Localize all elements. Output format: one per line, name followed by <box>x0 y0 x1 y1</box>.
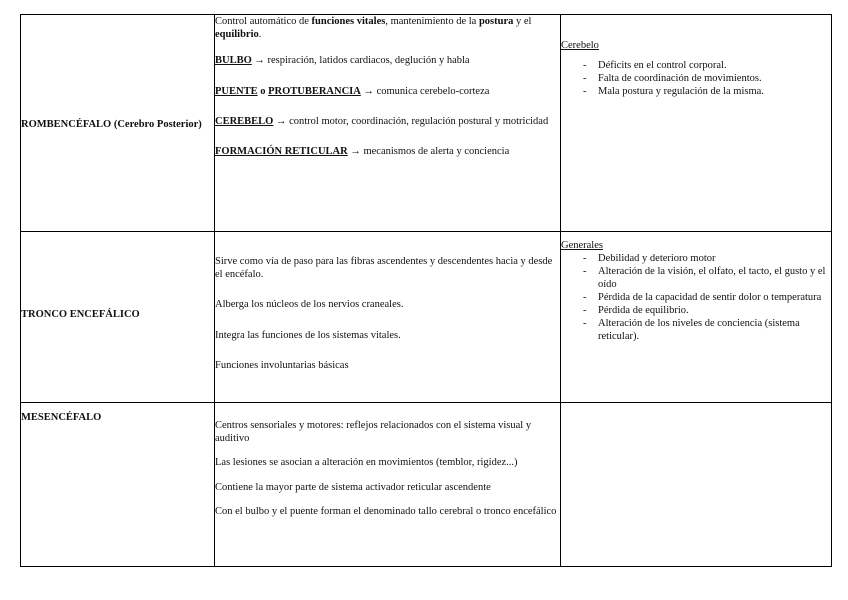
functions-paragraph: Funciones involuntarias básicas <box>215 359 349 371</box>
lesions-list <box>561 252 831 343</box>
term-description: → respiración, latidos cardiacos, deglución y habla <box>251 55 470 67</box>
functions-paragraph: Las lesiones se asocian a alteración en movimientos (temblor, rigidez...) <box>215 457 518 469</box>
list-item: - Mala postura y regulación de la misma. <box>561 85 831 98</box>
list-item: - Falta de coordinación de movimientos. <box>561 72 831 85</box>
list-item: - Pérdida de equilibrio. <box>561 304 831 317</box>
text-segment: . <box>258 29 262 41</box>
row-heading: TRONCO ENCEFÁLICO <box>21 309 140 320</box>
term-bulbo: BULBO <box>215 55 252 67</box>
row-heading: ROMBENCÉFALO (Cerebro Posterior) <box>21 119 202 130</box>
list-item: - Alteración de la visión, el olfato, el tacto, el gusto y el oído <box>561 265 831 291</box>
table-row-tronco <box>21 232 832 403</box>
text-segment: Control automático de <box>215 16 312 27</box>
term-description: → mecanismos de alerta y conciencia <box>347 146 510 158</box>
functions-paragraph: Alberga los núcleos de los nervios craneales. <box>215 299 404 311</box>
formacion-line <box>215 145 560 158</box>
row-heading-cell <box>21 403 215 567</box>
connector-word: o <box>257 85 269 97</box>
functions-paragraph: Con el bulbo y el puente forman el denominado tallo cerebral o tronco encefálico <box>215 505 557 517</box>
row-heading-cell <box>21 15 215 232</box>
lesions-list <box>561 59 831 98</box>
bold-term: postura <box>478 16 514 27</box>
functions-paragraph: Sirve como vía de paso para las fibras ascendentes y descendentes hacia y desde el encéfalo. <box>215 256 553 281</box>
functions-cell <box>215 232 561 403</box>
table-row-mesencefalo <box>21 403 832 567</box>
list-item: - Alteración de los niveles de conciencia (sistema reticular). <box>561 317 831 343</box>
lesions-cell <box>561 15 832 232</box>
row-heading: MESENCÉFALO <box>21 412 102 423</box>
list-item: - Pérdida de la capacidad de sentir dolor o temperatura <box>561 291 831 304</box>
bold-term: funciones vitales <box>311 16 386 27</box>
row-heading-cell <box>21 232 215 403</box>
lesions-title: Cerebelo <box>561 40 599 51</box>
lesions-cell-empty <box>561 403 832 567</box>
brain-regions-table <box>20 14 832 567</box>
list-item: - Déficits en el control corporal. <box>561 59 831 72</box>
term-puente: PUENTE <box>215 85 258 97</box>
bold-term: equilibrio <box>215 29 259 41</box>
functions-intro <box>215 15 560 41</box>
functions-paragraph: Contiene la mayor parte de sistema activador reticular ascendente <box>215 481 491 493</box>
cerebelo-line <box>215 115 560 128</box>
term-formacion-reticular: FORMACIÓN RETICULAR <box>215 146 348 158</box>
bulbo-line <box>215 54 560 67</box>
term-cerebelo: CEREBELO <box>215 115 274 127</box>
text-segment: y el <box>513 16 532 27</box>
functions-paragraph: Integra las funciones de los sistemas vitales. <box>215 329 401 341</box>
term-description: → control motor, coordinación, regulación postural y motricidad <box>273 115 549 127</box>
functions-cell <box>215 15 561 232</box>
functions-paragraph: Centros sensoriales y motores: reflejos relacionados con el sistema visual y auditivo <box>215 420 532 445</box>
term-protuberancia: PROTUBERANCIA <box>268 85 361 97</box>
lesions-title: Generales <box>561 240 603 251</box>
functions-cell <box>215 403 561 567</box>
table-row-rombencefalo <box>21 15 832 232</box>
term-description: → comunica cerebelo-corteza <box>360 85 490 97</box>
text-segment: , mantenimiento de la <box>385 16 479 27</box>
list-item: - Debilidad y deterioro motor <box>561 252 831 265</box>
lesions-cell <box>561 232 832 403</box>
puente-line <box>215 85 560 98</box>
